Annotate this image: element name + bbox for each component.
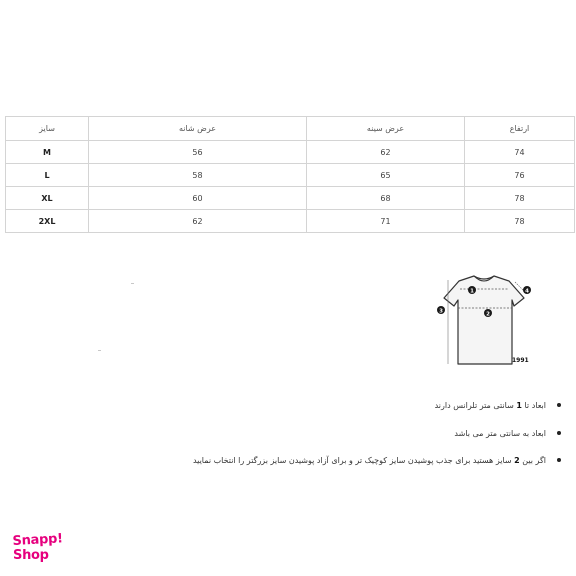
note1-bold: 1 [516,401,522,410]
cell-height: 74 [465,141,575,164]
table-row [6,187,575,210]
marker-3 [437,306,445,314]
cell-size: L [6,164,89,187]
note-tolerance [2,400,562,411]
note-units [2,428,562,439]
note3-suffix: سایز هستید برای جذب پوشیدن سایز کوچیک تر و برای آزاد پوشیدن سایز بزرگتر را انتخاب نمایید [192,456,512,465]
notes-list [2,400,562,483]
table-row [6,210,575,233]
logo-line2: Shop [13,548,49,563]
marker-1-label: 1 [470,288,474,295]
note3-bold: 2 [514,456,520,465]
header-height: ارتفاع [465,117,575,141]
tshirt-outline [444,276,524,364]
cell-size: 2XL [6,210,89,233]
cell-chest-width: 71 [307,210,465,233]
cell-size: XL [6,187,89,210]
marker-3-label: 3 [439,308,443,315]
header-size: سایز [6,117,89,141]
header-shoulder-width: عرض شانه [89,117,307,141]
table-header-row [6,117,575,141]
artifact-mark [131,283,134,284]
bullet-icon [557,458,561,462]
note-size-advice [2,455,562,466]
header-chest-width: عرض سینه [307,117,465,141]
cell-chest-width: 68 [307,187,465,210]
cell-height: 76 [465,164,575,187]
marker-4 [523,286,531,294]
artifact-mark [98,350,101,351]
diagram-badge: 1991 [512,357,529,364]
note1-suffix: سانتی متر تلرانس دارند [434,401,514,410]
note1-prefix: ابعاد تا [524,401,546,410]
cell-shoulder-width: 62 [89,210,307,233]
marker-2-label: 2 [486,311,490,318]
cell-shoulder-width: 56 [89,141,307,164]
table-row [6,141,575,164]
snappshop-logo [12,531,73,569]
cell-size: M [6,141,89,164]
cell-height: 78 [465,187,575,210]
bullet-icon [557,431,561,435]
bullet-icon [557,403,561,407]
marker-4-label: 4 [525,288,529,295]
cell-chest-width: 65 [307,164,465,187]
cell-shoulder-width: 60 [89,187,307,210]
logo-line1: Snapp! [12,531,64,549]
table-row [6,164,575,187]
cell-shoulder-width: 58 [89,164,307,187]
note3-prefix: اگر بین [522,456,546,465]
cell-chest-width: 62 [307,141,465,164]
size-chart-table [5,116,575,233]
note2-text: ابعاد به سانتی متر می باشد [454,428,546,438]
cell-height: 78 [465,210,575,233]
